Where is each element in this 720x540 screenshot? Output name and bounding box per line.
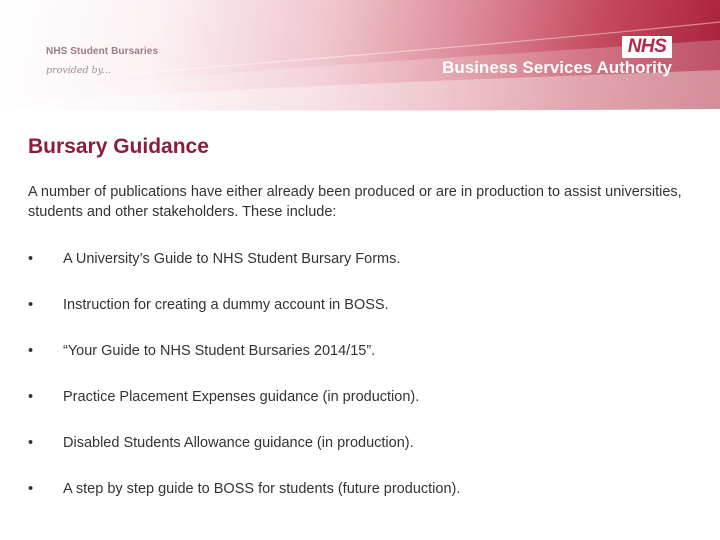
bullet-icon: • (28, 435, 34, 451)
bullet-icon: • (28, 481, 34, 497)
nhs-logo: NHS (622, 36, 672, 58)
bullet-icon: • (28, 297, 34, 313)
bullet-icon: • (28, 389, 34, 405)
list-item-text: A step by step guide to BOSS for students (future production). (63, 481, 461, 497)
list-item-text: Instruction for creating a dummy account in BOSS. (63, 297, 389, 313)
bullet-icon: • (28, 251, 34, 267)
header-banner (0, 0, 720, 112)
list-item-text: Disabled Students Allowance guidance (in production). (63, 435, 414, 451)
list-item-text: A University’s Guide to NHS Student Bursary Forms. (63, 251, 401, 267)
provided-by-tagline: provided by... (46, 65, 111, 76)
list-item-text: Practice Placement Expenses guidance (in production). (63, 389, 420, 405)
org-name: Business Services Authority (442, 58, 672, 77)
list-item-text: “Your Guide to NHS Student Bursaries 2014/15”. (63, 343, 376, 359)
page-title: Bursary Guidance (28, 135, 209, 158)
intro-paragraph: A number of publications have either already been produced or are in production to assist universities, students and other stakeholders. These include: (28, 184, 682, 220)
provider-name: NHS Student Bursaries (46, 46, 159, 57)
bullet-icon: • (28, 343, 34, 359)
